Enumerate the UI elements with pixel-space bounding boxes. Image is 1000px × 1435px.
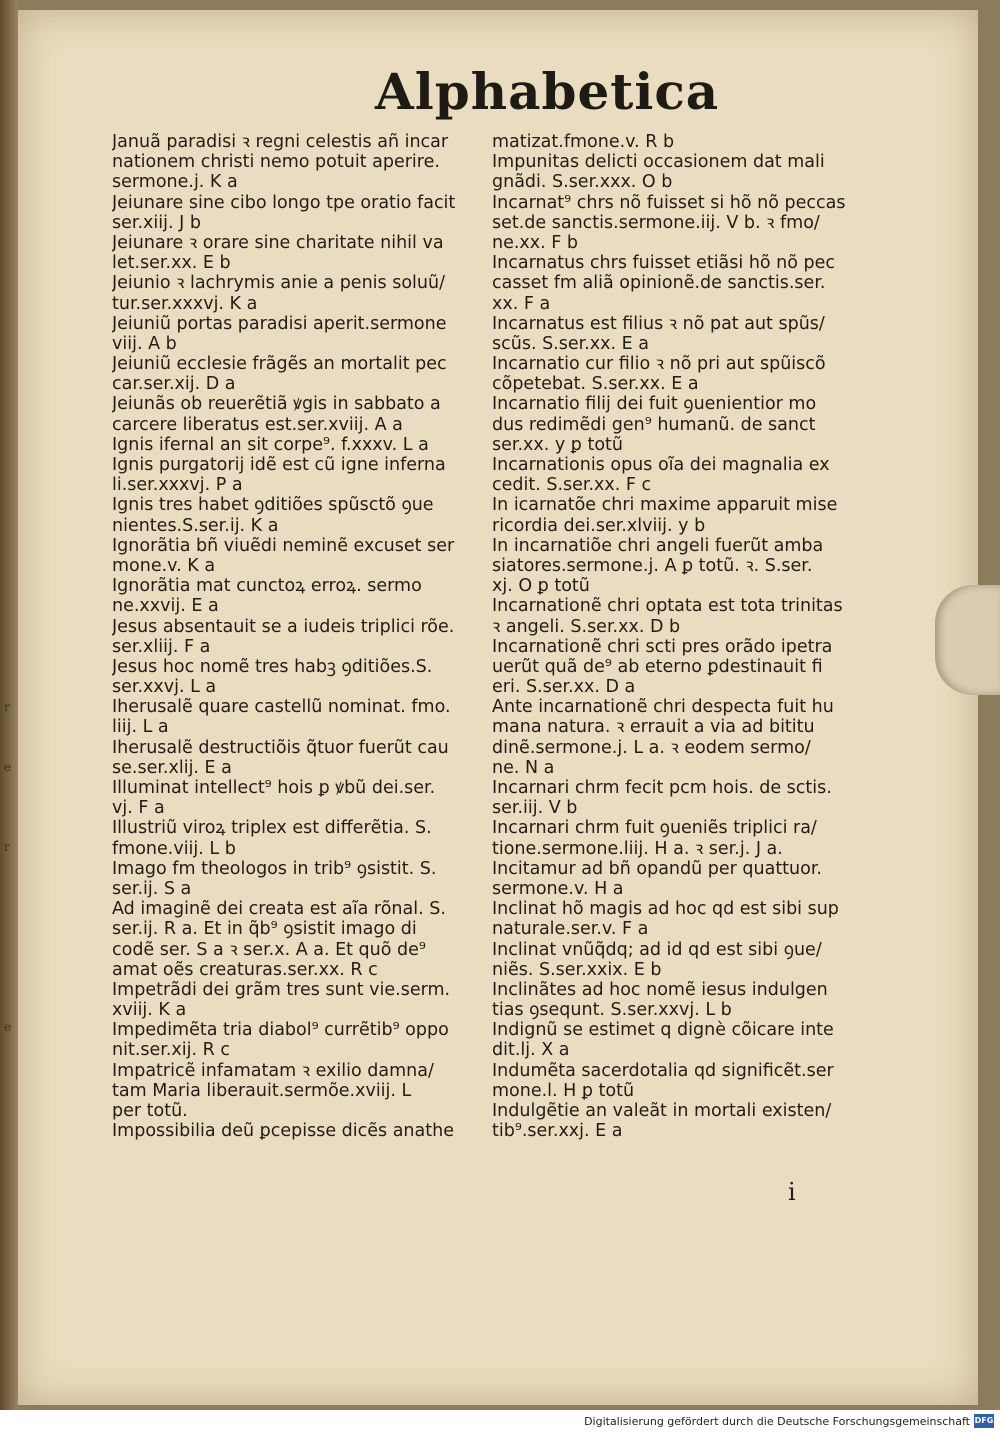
index-line: eri. S.ser.xx. D a	[492, 677, 636, 698]
index-line: Incarnari chrm fecit pcm hois. de sctis.	[492, 778, 832, 798]
index-line: tione.sermone.liij. H a. ꝛ ser.j. J a.	[492, 838, 783, 859]
index-line: Impossibilia deũ ꝑcepisse dicẽs anathe	[112, 1121, 454, 1142]
index-line: tib⁹.ser.xxj. E a	[492, 1121, 623, 1142]
index-line: sermone.v. H a	[492, 878, 624, 899]
index-line: Jeiunio ꝛ lachrymis anie a penis soluũ/	[112, 273, 445, 294]
index-line: liij. L a	[112, 717, 169, 738]
index-line: In icarnatõe chri maxime apparuit mise	[492, 495, 838, 516]
footer-credit: Digitalisierung gefördert durch die Deutsche Forschungsgemeinschaft	[584, 1415, 970, 1428]
page-title: Alphabetica	[375, 62, 720, 121]
index-line: nationem christi nemo potuit aperire.	[112, 152, 440, 173]
index-line: Indumẽta sacerdotalia qd significẽt.ser	[492, 1060, 834, 1081]
index-line: uerũt quã de⁹ ab eterno ꝑdestinauit fi	[492, 656, 823, 677]
index-line: Ad imaginẽ dei creata est aĩa rõnal. S.	[112, 899, 446, 920]
index-line: Incarnatus chrs fuisset etiãsi hõ nõ pec	[492, 253, 836, 274]
index-line: vj. F a	[112, 798, 165, 819]
margin-mark: r	[4, 840, 10, 854]
index-line: xj. O ꝑ totũ	[492, 576, 590, 597]
index-line: cedit. S.ser.xx. F c	[492, 475, 652, 496]
index-line: Illustriũ viroꝝ triplex est differẽtia. S.	[112, 818, 432, 839]
index-line: Impatricẽ infamatam ꝛ exilio damna/	[112, 1060, 434, 1081]
dfg-logo: DFG	[974, 1414, 994, 1428]
index-line: Incarnatus est filius ꝛ nõ pat aut spũs/	[492, 313, 825, 334]
index-line: niẽs. S.ser.xxix. E b	[492, 959, 662, 980]
index-line: ser.iij. V b	[492, 798, 578, 819]
index-line: Jeiuniũ ecclesie frãgẽs an mortalit pec	[112, 354, 447, 375]
index-line: Indignũ se estimet q dignè cõicare inte	[492, 1020, 834, 1041]
index-line: naturale.ser.v. F a	[492, 919, 649, 940]
index-line: ser.xx. y ꝑ totũ	[492, 434, 623, 455]
index-line: Imago fm theologos in trib⁹ ꝯsistit. S.	[112, 858, 437, 879]
index-line: carcere liberatus est.ser.xviij. A a	[112, 414, 403, 435]
index-line: Jesus absentauit se a iudeis triplici rõe.	[112, 616, 455, 637]
index-line: nientes.S.ser.ij. K a	[112, 515, 279, 536]
footer-bar	[0, 1410, 1000, 1435]
index-line: Inclinat vnũq̃dq; ad id qd est sibi ꝯue/	[492, 939, 822, 960]
index-line: Incitamur ad bñ opandũ per quattuor.	[492, 858, 822, 879]
index-line: siatores.sermone.j. A ꝑ totũ. ꝛ. S.ser.	[492, 555, 813, 576]
index-line: per totũ.	[112, 1101, 188, 1121]
index-line: tur.ser.xxxvj. K a	[112, 293, 258, 314]
index-line: Ignis ifernal an sit corpe⁹. f.xxxv. L a	[112, 434, 429, 455]
index-line: Jeiunãs ob reuerẽtiã ꝟgis in sabbato a	[112, 394, 441, 415]
index-line: xviij. K a	[112, 1000, 187, 1021]
index-line: li.ser.xxxvj. P a	[112, 475, 243, 496]
index-line: ser.xiij. J b	[112, 212, 201, 233]
index-line: Illuminat intellect⁹ hois ꝑ ꝟbũ dei.ser.	[112, 778, 436, 798]
index-line: dus redimẽdi gen⁹ humanũ. de sanct	[492, 414, 816, 435]
index-line: casset fm aliã opinionẽ.de sanctis.ser.	[492, 273, 826, 294]
index-line: tias ꝯsequnt. S.ser.xxvj. L b	[492, 1000, 732, 1021]
index-line: mone.v. K a	[112, 555, 216, 576]
index-line: let.ser.xx. E b	[112, 253, 231, 274]
index-line: Iherusalẽ destructiõis q̃tuor fuerũt cau	[112, 737, 449, 758]
index-line: Inclinat hõ magis ad hoc qd est sibi sup	[492, 899, 839, 920]
index-column-right	[492, 132, 892, 1141]
index-line: ne. N a	[492, 757, 555, 778]
index-line: Jesus hoc nomẽ tres habꝫ ꝯditiões.S.	[112, 656, 433, 677]
index-line: amat oẽs creaturas.ser.xx. R c	[112, 959, 378, 980]
index-line: mana natura. ꝛ errauit a via ad bititu	[492, 717, 815, 738]
page-clip-tab	[935, 585, 1000, 695]
index-line: ser.ij. R a. Et in q̃b⁹ ꝯsistit imago di	[112, 919, 417, 940]
index-line: tam Maria liberauit.sermõe.xviij. L	[112, 1080, 412, 1101]
index-line: Incarnationis opus oĩa dei magnalia ex	[492, 455, 830, 475]
index-line: se.ser.xlij. E a	[112, 757, 232, 778]
index-line: Jeiuniũ portas paradisi aperit.sermone	[112, 313, 447, 334]
index-line: Ignorãtia mat cunctoꝝ erroꝝ. sermo	[112, 576, 422, 597]
margin-mark: r	[4, 700, 10, 714]
index-line: Incarnationẽ chri scti pres orãdo ipetra	[492, 636, 833, 657]
index-line: viij. A b	[112, 333, 177, 354]
index-line: Incarnatio cur filio ꝛ nõ pri aut spũiscõ	[492, 354, 826, 375]
index-line: sermone.j. K a	[112, 172, 238, 193]
index-line: Incarnat⁹ chrs nõ fuisset si hõ nõ peccas	[492, 192, 846, 213]
index-line: dinẽ.sermone.j. L a. ꝛ eodem sermo/	[492, 737, 811, 758]
index-line: scũs. S.ser.xx. E a	[492, 333, 649, 354]
index-line: ser.xxvj. L a	[112, 677, 217, 698]
index-line: ꝛ angeli. S.ser.xx. D b	[492, 616, 681, 637]
index-line: nit.ser.xij. R c	[112, 1040, 230, 1061]
index-line: car.ser.xij. D a	[112, 374, 236, 395]
signature-mark: i	[788, 1178, 796, 1206]
index-line: In incarnatiõe chri angeli fuerũt amba	[492, 535, 824, 556]
index-line: set.de sanctis.sermone.iij. V b. ꝛ fmo/	[492, 212, 820, 233]
index-line: matizat.fmone.v. R b	[492, 132, 675, 152]
index-line: Impedimẽta tria diabol⁹ currẽtib⁹ oppo	[112, 1020, 449, 1041]
index-line: Ignis tres habet ꝯditiões spũsctõ ꝯue	[112, 495, 434, 516]
index-line: Iherusalẽ quare castellũ nominat. fmo.	[112, 697, 451, 718]
index-line: ne.xxvij. E a	[112, 596, 219, 617]
index-line: ne.xx. F b	[492, 232, 578, 253]
index-line: Januã paradisi ꝛ regni celestis añ incar	[112, 132, 449, 152]
index-line: Incarnatio filij dei fuit ꝯuenientior mo	[492, 394, 817, 415]
index-line: fmone.viij. L b	[112, 838, 236, 859]
index-line: Ignis purgatorij idẽ est cũ igne inferna	[112, 455, 446, 475]
index-line: Ignorãtia bñ viuẽdi neminẽ excuset ser	[112, 535, 455, 556]
index-line: codẽ ser. S a ꝛ ser.x. A a. Et quõ de⁹	[112, 939, 426, 960]
index-line: ricordia dei.ser.xlviij. y b	[492, 515, 706, 536]
index-line: gnãdi. S.ser.xxx. O b	[492, 172, 673, 193]
index-line: mone.l. H ꝑ totũ	[492, 1080, 635, 1101]
index-line: ser.ij. S a	[112, 878, 192, 899]
index-line: cõpetebat. S.ser.xx. E a	[492, 374, 699, 395]
index-line: Impunitas delicti occasionem dat mali	[492, 152, 825, 173]
index-line: Incarnationẽ chri optata est tota trinitas	[492, 596, 843, 617]
index-line: xx. F a	[492, 293, 551, 314]
index-line: Jeiunare ꝛ orare sine charitate nihil va	[112, 232, 444, 253]
index-line: Inclinãtes ad hoc nomẽ iesus indulgen	[492, 979, 828, 1000]
index-line: Impetrãdi dei grãm tres sunt vie.serm.	[112, 979, 451, 1000]
index-line: Incarnari chrm fuit ꝯueniẽs triplici ra/	[492, 818, 817, 839]
margin-mark: e	[4, 760, 12, 774]
index-line: Ante incarnationẽ chri despecta fuit hu	[492, 697, 834, 718]
index-column-left	[112, 132, 492, 1141]
index-line: dit.lj. X a	[492, 1040, 570, 1061]
index-line: Jeiunare sine cibo longo tpe oratio facit	[112, 192, 456, 213]
index-line: Indulgẽtie an valeãt in mortali existen/	[492, 1101, 832, 1121]
index-line: ser.xliij. F a	[112, 636, 211, 657]
margin-mark: e	[4, 1020, 12, 1034]
